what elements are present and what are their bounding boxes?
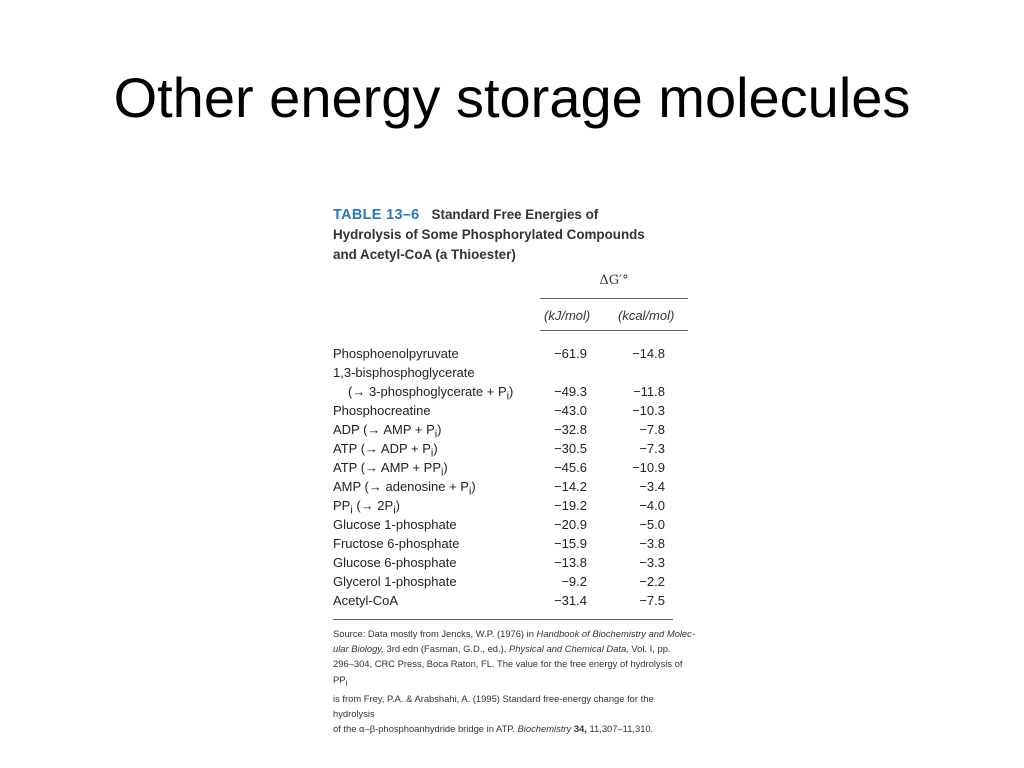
table-row [333, 553, 693, 572]
kj-value: −9.2 [561, 574, 587, 589]
table-row [333, 458, 693, 477]
kj-value: −19.2 [554, 498, 587, 513]
kj-value: −49.3 [554, 384, 587, 399]
kcal-value: −3.8 [639, 536, 665, 551]
kj-unit-header: (kJ/mol) [544, 308, 591, 323]
caption-line: and Acetyl-CoA (a Thioester) [333, 247, 516, 262]
kcal-value: −7.5 [639, 593, 665, 608]
table-body [333, 344, 693, 610]
delta-g-header: ΔG′° [599, 273, 629, 288]
kj-value: −45.6 [554, 460, 587, 475]
table-row [333, 572, 693, 591]
table-row [333, 363, 693, 382]
compound-name: Glycerol 1-phosphate [333, 574, 457, 589]
table-row [333, 534, 693, 553]
compound-name: Phosphoenolpyruvate [333, 346, 459, 361]
table-row [333, 496, 693, 515]
header-divider [540, 298, 688, 299]
kcal-value: −4.0 [639, 498, 665, 513]
table-caption [333, 205, 693, 265]
compound-name: Phosphocreatine [333, 403, 431, 418]
kj-value: −30.5 [554, 441, 587, 456]
kj-value: −31.4 [554, 593, 587, 608]
compound-name: Acetyl-CoA [333, 593, 399, 608]
kcal-value: −3.3 [639, 555, 665, 570]
compound-name: ATP (→ AMP + $PP_i$) [333, 460, 448, 479]
kcal-value: −5.0 [639, 517, 665, 532]
kcal-value: −10.9 [632, 460, 665, 475]
source-note: Source: Data mostly from Jencks, W.P. (1976) in Handbook of Biochemistry and Molec- ular Biology, 3rd edn (Fasman, G.D., ed.), Physical and Chemical Data, Vol. I, pp. 296–304, CRC Press, Boca Raton, FL. The value for the free energy of hydrolysis of $PP_i$ is from Frey, P.A. & Arabshahi, A. (1995) Standard free-energy change for the hydrolysis of the α–β-phosphoanhydride bridge in ATP. Biochemistry 34, 11,307–11,310. [333, 628, 695, 735]
compound-name: (→ 3-phosphoglycerate + $P_i$) [348, 384, 514, 403]
table-row [333, 382, 693, 401]
kcal-unit-header: (kcal/mol) [618, 308, 675, 323]
table-row [333, 477, 693, 496]
kj-value: −32.8 [554, 422, 587, 437]
table-figure [333, 205, 693, 736]
kcal-value: −3.4 [639, 479, 665, 494]
compound-name: AMP (→ adenosine + $P_i$) [333, 479, 476, 498]
kj-value: −43.0 [554, 403, 587, 418]
table-row [333, 420, 693, 439]
kcal-value: −11.8 [633, 384, 665, 399]
kcal-value: −7.8 [639, 422, 665, 437]
kcal-value: −7.3 [639, 441, 665, 456]
kcal-value: −2.2 [639, 574, 665, 589]
kj-value: −15.9 [554, 536, 587, 551]
table-row [333, 591, 693, 610]
kj-value: −61.9 [554, 346, 587, 361]
compound-name: $PP_i$ (→ $2P_i$) [333, 498, 400, 517]
compound-name: Fructose 6-phosphate [333, 536, 460, 551]
compound-name: ATP (→ ADP + $P_i$) [333, 441, 438, 460]
kj-value: −14.2 [554, 479, 587, 494]
source-divider [333, 619, 673, 620]
compound-name: Glucose 1-phosphate [333, 517, 457, 532]
compound-name: 1,3-bisphosphoglycerate [333, 365, 475, 380]
kcal-value: −10.3 [632, 403, 665, 418]
caption-line: Hydrolysis of Some Phosphorylated Compounds [333, 227, 645, 242]
kcal-value: −14.8 [632, 346, 665, 361]
slide-title: Other energy storage molecules [113, 66, 911, 129]
table-row [333, 344, 693, 363]
compound-name: ADP (→ AMP + $P_i$) [333, 422, 442, 441]
table-row [333, 439, 693, 458]
kj-value: −20.9 [554, 517, 587, 532]
table-row [333, 401, 693, 420]
compound-name: Glucose 6-phosphate [333, 555, 457, 570]
table-row [333, 515, 693, 534]
caption-line: Standard Free Energies of [431, 207, 599, 222]
kj-value: −13.8 [554, 555, 587, 570]
table-header [333, 271, 693, 335]
header-divider [540, 330, 688, 331]
table-number: TABLE 13–6 [333, 207, 420, 223]
